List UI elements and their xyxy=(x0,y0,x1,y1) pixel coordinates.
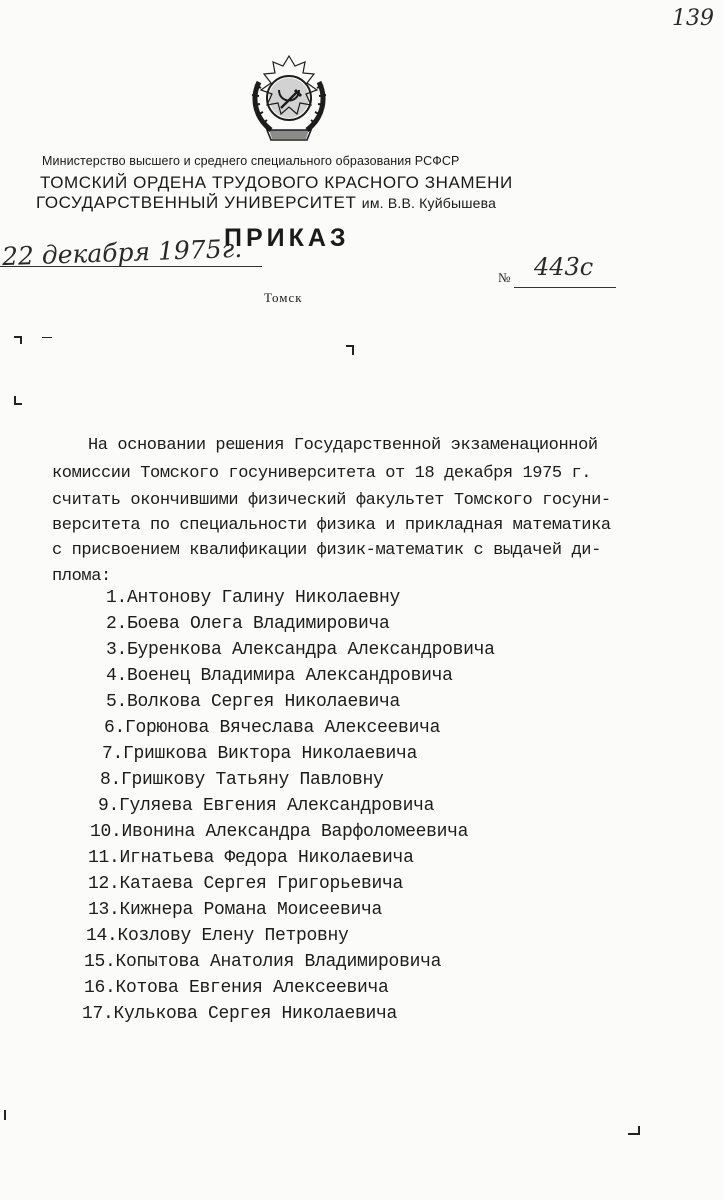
graduate-name: Горюнова Вячеслава Алексеевича xyxy=(125,718,441,738)
graduate-list-item xyxy=(106,666,453,686)
graduate-name: Кулькова Сергея Николаевича xyxy=(113,1004,398,1024)
university-name-line1: ТОМСКИЙ ОРДЕНА ТРУДОВОГО КРАСНОГО ЗНАМЕНИ xyxy=(40,173,513,192)
date-underline xyxy=(0,266,262,267)
graduate-list-item xyxy=(100,770,384,790)
archive-page-number: 139 xyxy=(672,6,714,31)
graduate-name: Антонову Галину Николаевну xyxy=(127,588,401,608)
graduate-name: Военец Владимира Александровича xyxy=(127,666,453,686)
item-number: 4. xyxy=(106,666,128,686)
university-name-line2 xyxy=(36,193,496,213)
item-number: 9. xyxy=(98,796,120,816)
graduate-name: Козлову Елену Петровну xyxy=(117,926,349,946)
corner-mark xyxy=(4,1110,6,1120)
item-number: 14. xyxy=(86,926,118,946)
graduate-name: Котова Евгения Алексеевича xyxy=(115,978,389,998)
graduate-list-item xyxy=(106,692,400,712)
graduate-list-item xyxy=(82,1004,397,1024)
number-underline xyxy=(514,287,616,288)
graduate-name: Ивонина Александра Варфоломеевича xyxy=(121,822,469,842)
graduate-name: Гришкову Татьяну Павловну xyxy=(121,770,384,790)
ministry-line: Министерство высшего и среднего специального образования РСФСР xyxy=(42,154,460,168)
graduate-name: Волкова Сергея Николаевича xyxy=(127,692,401,712)
order-number: 443с xyxy=(534,253,594,281)
item-number: 13. xyxy=(88,900,120,920)
item-number: 2. xyxy=(106,614,128,634)
graduate-list-item xyxy=(84,952,441,972)
paragraph-line: На основании решения Государственной экзаменационной xyxy=(88,436,598,455)
paragraph-line: с присвоением квалификации физик-математик с выдачей ди- xyxy=(52,541,601,560)
city-label: Томск xyxy=(264,290,303,305)
item-number: 6. xyxy=(104,718,126,738)
item-number: 8. xyxy=(100,770,122,790)
item-number: 17. xyxy=(82,1004,114,1024)
rsfsr-emblem-icon xyxy=(245,52,333,144)
graduate-name: Буренкова Александра Александровича xyxy=(127,640,495,660)
paragraph-line: комиссии Томского госуниверситета от 18 декабря 1975 г. xyxy=(52,464,592,483)
graduate-list-item xyxy=(98,796,434,816)
item-number: 7. xyxy=(102,744,124,764)
graduate-name: Копытова Анатолия Владимировича xyxy=(115,952,442,972)
university-name-suffix: им. В.В. Куйбышева xyxy=(361,195,497,211)
item-number: 12. xyxy=(88,874,120,894)
graduate-list-item xyxy=(88,874,403,894)
graduate-list-item xyxy=(106,640,495,660)
item-number: 5. xyxy=(106,692,128,712)
graduate-list-item xyxy=(102,744,417,764)
corner-mark xyxy=(42,337,52,338)
corner-mark xyxy=(352,345,354,355)
graduate-name: Боева Олега Владимировича xyxy=(127,614,390,634)
graduate-list-item xyxy=(88,848,414,868)
order-number-label: № xyxy=(498,270,511,285)
document-title: ПРИКАЗ xyxy=(224,224,350,252)
paragraph-line: верситета по специальности физика и прикладная математика xyxy=(52,516,611,535)
graduate-list-item xyxy=(104,718,440,738)
graduate-name: Гришкова Виктора Николаевича xyxy=(123,744,418,764)
paragraph-line: плома: xyxy=(52,567,111,586)
corner-mark xyxy=(14,403,22,405)
paragraph-line: считать окончившими физический факультет Томского госуни- xyxy=(52,491,611,510)
graduate-list-item xyxy=(90,822,468,842)
item-number: 10. xyxy=(90,822,122,842)
graduate-list-item xyxy=(86,926,349,946)
graduate-name: Кижнера Романа Моисеевича xyxy=(119,900,383,920)
graduate-name: Игнатьева Федора Николаевича xyxy=(119,848,414,868)
graduate-name: Гуляева Евгения Александровича xyxy=(119,796,435,816)
order-date: 22 декабря 1975г. xyxy=(1,233,243,272)
graduate-list-item xyxy=(88,900,382,920)
corner-mark xyxy=(638,1126,640,1135)
item-number: 15. xyxy=(84,952,116,972)
item-number: 3. xyxy=(106,640,128,660)
graduate-name: Катаева Сергея Григорьевича xyxy=(119,874,404,894)
university-name-main: ГОСУДАРСТВЕННЫЙ УНИВЕРСИТЕТ xyxy=(36,193,357,212)
graduate-list-item xyxy=(106,614,390,634)
item-number: 1. xyxy=(106,588,128,608)
graduate-list-item xyxy=(106,588,400,608)
graduate-list-item xyxy=(84,978,389,998)
item-number: 11. xyxy=(88,848,120,868)
item-number: 16. xyxy=(84,978,116,998)
corner-mark xyxy=(20,336,22,344)
